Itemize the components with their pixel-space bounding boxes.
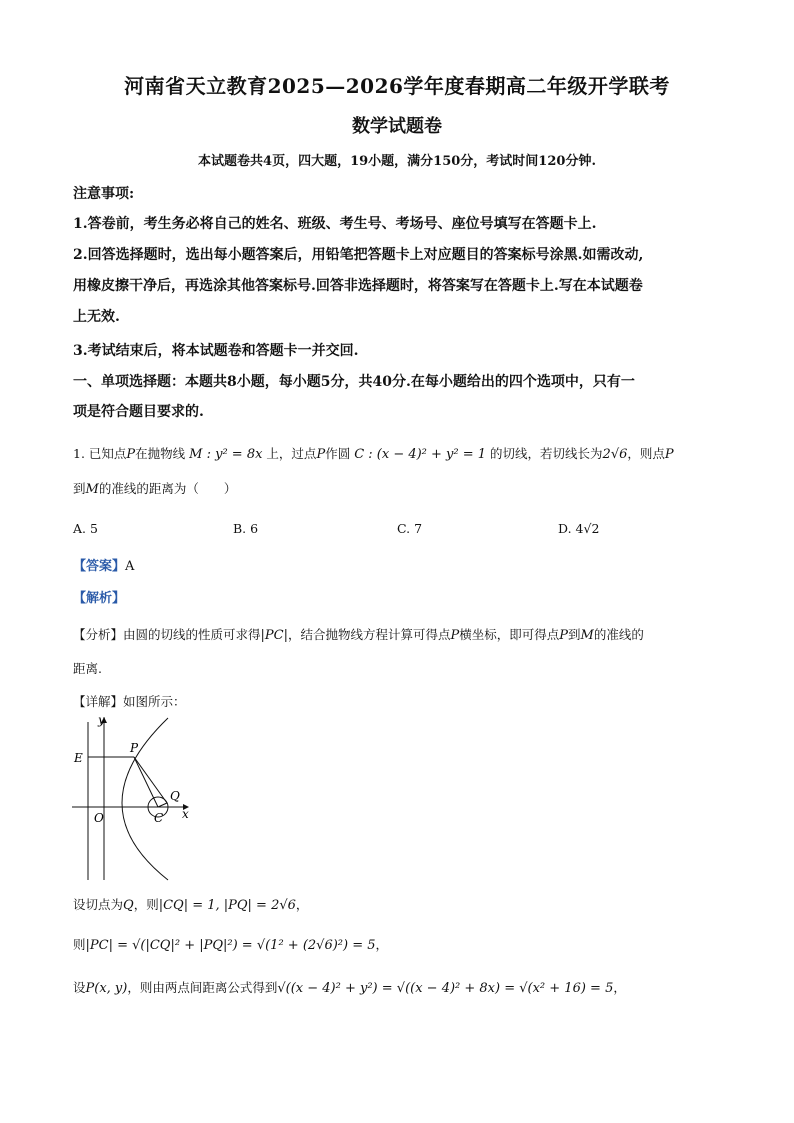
step-2-math: |PC| = √(|CQ|² + |PQ|²) = √(1² + (2√6)²) = 5 [85, 938, 376, 953]
detail-tag: 【详解】 [73, 694, 124, 709]
detail-line: 【详解】如图所示： [73, 694, 186, 709]
segment-pc [134, 757, 158, 807]
notes-heading: 注意事项: [73, 186, 135, 202]
label-q: Q [170, 789, 180, 803]
notes-item-2-line-2: 用橡皮擦干净后，再选涂其他答案标号.回答非选择题时，将答案写在答题卡上.写在本试题卷 [73, 278, 643, 294]
step-3-math: √((x − 4)² + y²) = √((x − 4)² + 8x) = √(x² + 16) = 5 [277, 981, 614, 996]
notes-item-3: 3.考试结束后，将本试题卷和答题卡一并交回. [73, 343, 359, 359]
answer-value: A [125, 559, 135, 574]
section-1-heading-line-2: 项是符合题目要求的. [73, 404, 204, 420]
fenxi-line-1: 【分析】由圆的切线的性质可求得|PC|，结合抛物线方程计算可得点P横坐标，即可得点P到M的准线的 [73, 627, 644, 643]
label-o: O [94, 811, 104, 825]
answer-tag: 【答案】 [73, 559, 126, 574]
fenxi-tag: 【分析】 [73, 627, 124, 642]
fenxi-line-2: 距离. [73, 661, 102, 676]
answer-line [73, 555, 134, 574]
notes-item-1: 1.答卷前，考生务必将自己的姓名、班级、考生号、考场号、座位号填写在答题卡上. [73, 216, 597, 232]
option-c: C. 7 [397, 521, 423, 536]
option-a: A. 5 [73, 521, 98, 536]
label-y: y [98, 713, 105, 727]
label-c: C [154, 811, 164, 825]
step-2-line: 则|PC| = √(|CQ|² + |PQ|²) = √(1² + (2√6)²) = 5， [73, 937, 389, 953]
label-p: P [130, 741, 139, 755]
tangent-length: 2√6 [602, 447, 628, 462]
option-b: B. 6 [233, 521, 259, 536]
step-1-math: |CQ| = 1, |PQ| = 2√6 [158, 898, 296, 913]
exam-subtitle: 数学试题卷 [352, 116, 442, 137]
parabola-curve [122, 718, 168, 880]
segment-pq [134, 757, 167, 803]
step-3-line: 设P(x, y)，则由两点间距离公式得到√((x − 4)² + y²) = √((x − 4)² + 8x) = √(x² + 16) = 5， [73, 980, 626, 996]
exam-title: 河南省天立教育2025—2026学年度春期高二年级开学联考 [124, 74, 670, 98]
section-1-heading-line-1: 一、单项选择题：本题共8小题，每小题5分，共40分.在每小题给出的四个选项中，只有一 [73, 374, 635, 390]
question-1-stem-line-1: 1. 已知点P在抛物线 M : y² = 8x 上，过点P作圆 C : (x − 4)² + y² = 1 的切线，若切线长为2√6，则点P [73, 446, 674, 462]
option-d: D. 4√2 [558, 521, 600, 536]
parabola-equation: M : y² = 8x [189, 447, 263, 462]
notes-item-2-line-3: 上无效. [73, 309, 120, 325]
exam-info: 本试题卷共4页，四大题，19小题，满分150分，考试时间120分钟. [198, 154, 596, 169]
step-1-line: 设切点为Q，则|CQ| = 1, |PQ| = 2√6， [73, 897, 309, 913]
analysis-tag: 【解析】 [73, 591, 126, 606]
segment-cq [158, 803, 167, 807]
notes-item-2-line-1: 2.回答选择题时，选出每小题答案后，用铅笔把答题卡上对应题目的答案标号涂黑.如需改动, [73, 247, 644, 263]
analysis-line [73, 587, 125, 606]
question-1-stem-line-2: 到M的准线的距离为（ ） [73, 481, 237, 497]
label-x: x [182, 807, 189, 821]
circle-equation: C : (x − 4)² + y² = 1 [354, 447, 487, 462]
label-e: E [74, 751, 83, 765]
parabola-circle-figure [70, 712, 200, 882]
